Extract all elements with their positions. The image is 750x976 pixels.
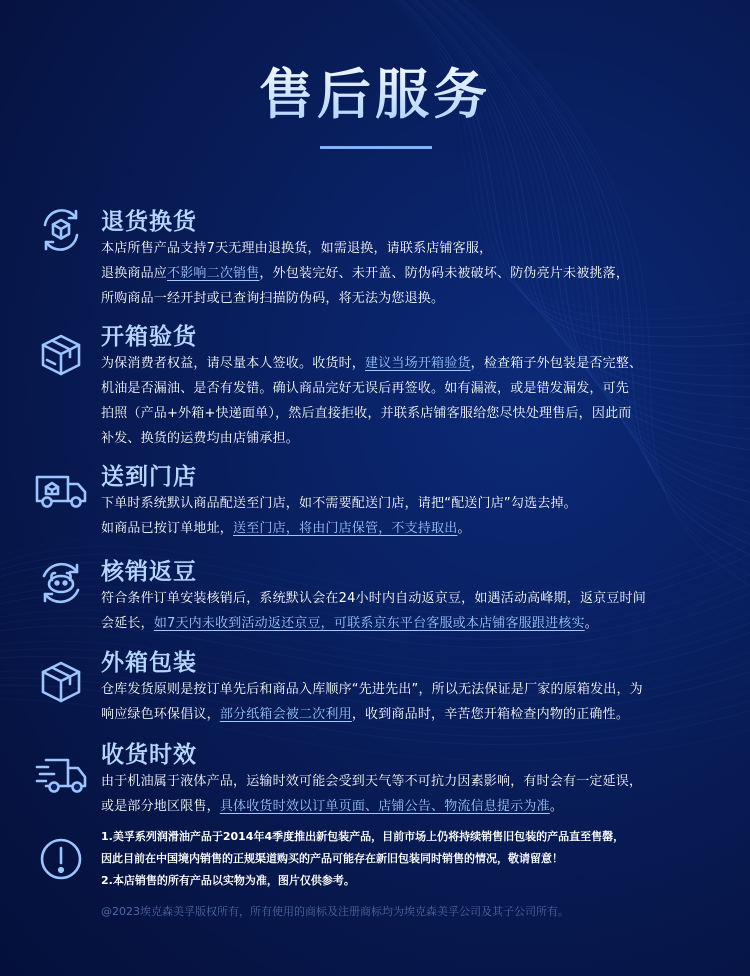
section-line [101, 261, 731, 286]
copyright: @2023埃克森美孚版权所有，所有使用的商标及注册商标均为埃克森美孚公司及其子公司所有。 [101, 905, 569, 918]
section-body [101, 236, 731, 311]
body-text: 。 [549, 799, 564, 814]
section-title: 送到门店 [101, 464, 197, 490]
section-title: 退货换货 [101, 209, 197, 235]
body-text: 仓库发货原则是按订单先后和商品入库顺序“先进先出”，所以无法保证是厂家的原箱发出，为 [101, 682, 643, 697]
outer-box-icon [36, 657, 86, 707]
section-body [101, 586, 731, 636]
body-text: 所购商品一经开封或已查询扫描防伪码，将无法为您退换。 [101, 291, 445, 306]
page-title: 售后服务 [0, 52, 750, 129]
section-line [101, 286, 731, 311]
highlight-text: 建议当场开箱验货 [365, 356, 471, 371]
section-line [101, 611, 731, 636]
highlight-text: 不影响二次销售 [167, 266, 260, 281]
notice-line: 1.美孚系列润滑油产品于2014年4季度推出新包装产品，目前市场上仍将持续销售旧包装的产品直至售罄， [101, 830, 625, 843]
highlight-text: 送至门店，将由门店保管，不支持取出 [233, 521, 458, 536]
body-text: 符合条件订单安装核销后，系统默认会在24小时内自动返京豆，如遇活动高峰期，返京豆时间 [101, 591, 646, 606]
notice-line: 因此目前在中国境内销售的正规渠道购买的产品可能存在新旧包装同时销售的情况，敬请留意！ [101, 852, 563, 865]
box-inspect-icon [36, 330, 86, 380]
body-text: ，外包装完好、未开盖、防伪码未被破坏、防伪亮片未被挑落， [259, 266, 630, 281]
section-line [101, 769, 731, 794]
fast-shipping-icon [34, 750, 88, 800]
body-text: 本店所售产品支持7天无理由退换货，如需退换，请联系店铺客服， [101, 241, 493, 256]
highlight-text: 具体收货时效以订单页面、店铺公告、物流信息提示为准 [219, 799, 550, 814]
body-text: 拍照（产品+外箱+快递面单），然后直接拒收，并联系店铺客服给您尽快处理售后，因此而 [101, 406, 632, 421]
highlight-text: 部分纸箱会被二次利用 [219, 707, 352, 722]
section-body [101, 677, 731, 727]
section-line [101, 401, 731, 426]
section-line [101, 376, 731, 401]
notice-text [101, 826, 721, 892]
section-line [101, 794, 731, 819]
notice-line: 2.本店销售的所有产品以实物为准，图片仅供参考。 [101, 874, 355, 887]
section-body [101, 769, 731, 819]
body-text: 会延长， [101, 616, 154, 631]
body-text: ，收到商品时，辛苦您开箱检查内物的正确性。 [351, 707, 630, 722]
body-text: 补发、换货的运费均由店铺承担。 [101, 431, 300, 446]
section-line [101, 677, 731, 702]
body-text: 如商品已按订单地址， [101, 521, 234, 536]
body-text: 。 [457, 521, 471, 536]
body-text: 退换商品应 [101, 266, 168, 281]
section-title: 外箱包装 [101, 650, 197, 676]
body-text: 。 [584, 616, 598, 631]
section-line [101, 426, 731, 451]
return-exchange-icon [36, 205, 86, 255]
section-line [101, 702, 731, 727]
body-text: 为保消费者权益，请尽量本人签收。收货时， [101, 356, 366, 371]
body-text: 下单时系统默认商品配送至门店，如不需要配送门店，请把“配送门店”勾选去掉。 [101, 496, 577, 511]
body-text: 机油是否漏油、是否有发错。确认商品完好无误后再签收。如有漏液，或是错发漏发，可先 [101, 381, 630, 396]
section-body [101, 351, 731, 451]
highlight-text: 如7天内未收到活动返还京豆，可联系京东平台客服或本店铺客服跟进核实 [153, 616, 585, 631]
body-text: ，检查箱子外包装是否完整、 [470, 356, 643, 371]
section-line [101, 351, 731, 376]
section-title: 核销返豆 [101, 559, 197, 585]
section-line [101, 491, 731, 516]
section-body [101, 491, 731, 541]
section-line [101, 516, 731, 541]
title-underline [320, 146, 432, 149]
section-line [101, 586, 731, 611]
section-line [101, 236, 731, 261]
bean-refund-icon [36, 558, 86, 608]
body-text: 或是部分地区限售， [101, 799, 220, 814]
delivery-truck-icon [34, 463, 88, 513]
warning-icon [36, 834, 86, 884]
section-title: 开箱验货 [101, 324, 197, 350]
body-text: 由于机油属于液体产品，运输时效可能会受到天气等不可抗力因素影响，有时会有一定延误， [101, 774, 643, 789]
body-text: 响应绿色环保倡议， [101, 707, 220, 722]
section-title: 收货时效 [101, 742, 197, 768]
